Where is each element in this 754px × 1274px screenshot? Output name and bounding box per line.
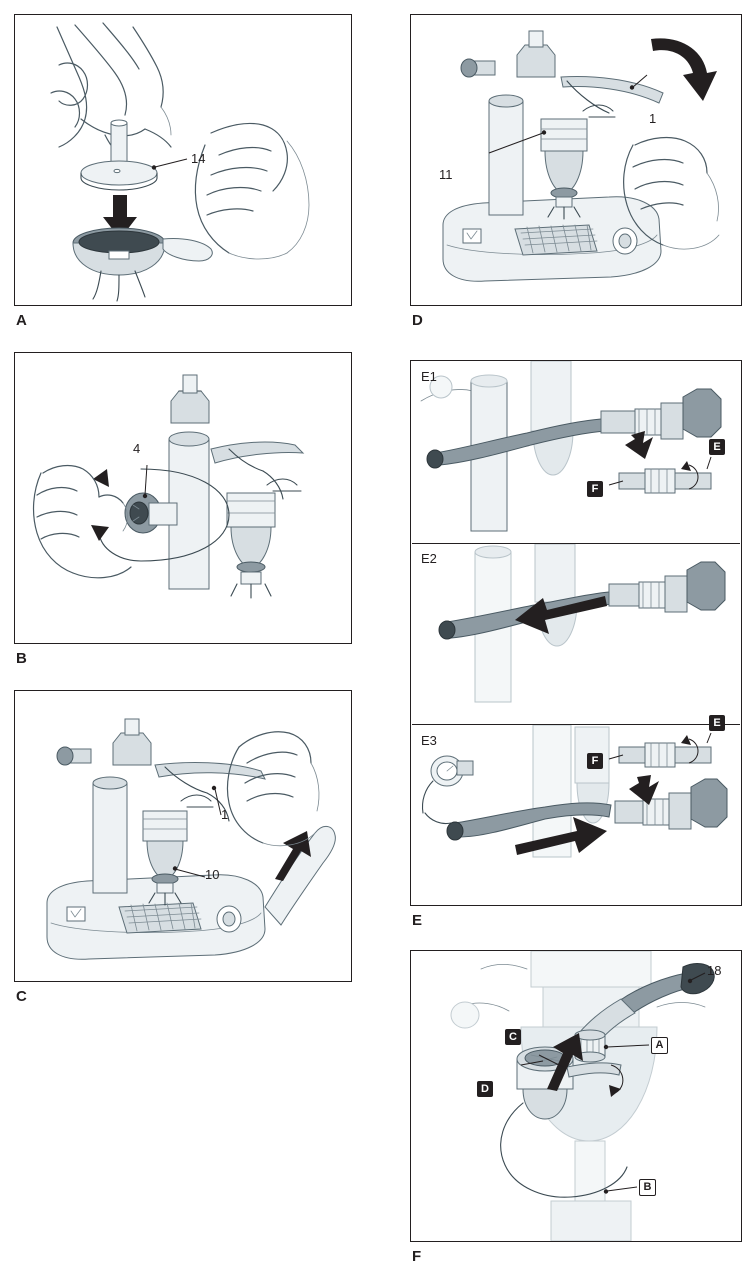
callout-e1-f: F (587, 481, 603, 497)
panel-e3-illustration (411, 725, 741, 906)
panel-label-c: C (16, 988, 28, 1005)
callout-1: 1 (649, 111, 657, 126)
callout-f-d: D (477, 1081, 493, 1097)
panel-e1-illustration (411, 361, 741, 543)
panel-a-illustration (15, 15, 351, 305)
panel-f-illustration (411, 951, 741, 1241)
callout-11: 11 (439, 167, 453, 182)
callout-e3-f: F (587, 753, 603, 769)
panel-a (14, 14, 352, 306)
panel-e2-illustration (411, 544, 741, 724)
panel-b-illustration (15, 353, 351, 643)
callout-f-b: B (639, 1179, 656, 1196)
panel-c-illustration (15, 691, 351, 981)
panel-label-d: D (412, 312, 424, 329)
panel-sub-label-e2: E2 (421, 551, 437, 566)
panel-label-b: B (16, 650, 28, 667)
callout-1: 1 (221, 807, 229, 822)
callout-18: 18 (707, 963, 722, 978)
panel-label-e: E (412, 912, 423, 929)
callout-e3-e: E (709, 715, 725, 731)
callout-e1-e: E (709, 439, 725, 455)
callout-f-c: C (505, 1029, 521, 1045)
panel-d-illustration (411, 15, 741, 305)
panel-f (410, 950, 742, 1242)
panel-label-f: F (412, 1248, 422, 1265)
callout-14: 14 (191, 151, 206, 166)
panel-c (14, 690, 352, 982)
callout-f-a: A (651, 1037, 668, 1054)
panel-e (410, 360, 742, 906)
callout-10: 10 (205, 867, 220, 882)
panel-b (14, 352, 352, 644)
panel-label-a: A (16, 312, 28, 329)
panel-d (410, 14, 742, 306)
callout-4: 4 (133, 441, 141, 456)
panel-sub-label-e3: E3 (421, 733, 437, 748)
panel-sub-label-e1: E1 (421, 369, 437, 384)
